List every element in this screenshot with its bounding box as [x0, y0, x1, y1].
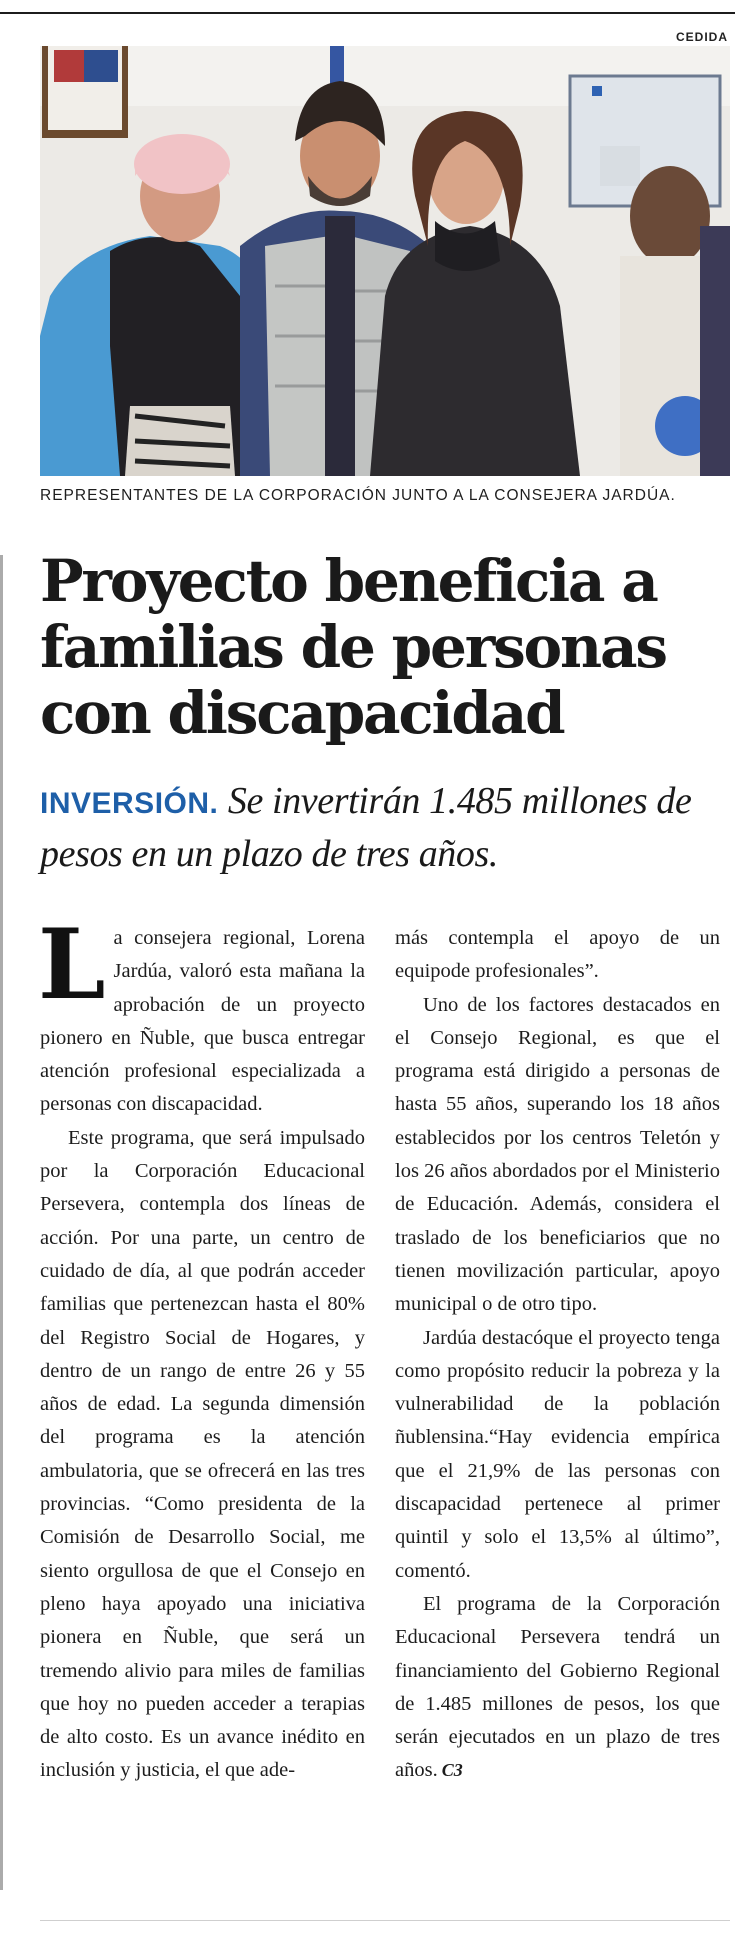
- body-paragraph: La consejera regional, Lorena Jardúa, valoró esta mañana la aprobación de un proyecto pionero en Ñuble, que busca entregar atención profesional especializada a personas con discapacidad.: [38, 908, 365, 1116]
- body-paragraph: Jardúa destacóque el proyecto tenga como propósito reducir la pobreza y la vulnerabilidad de la población ñublensina.“Hay evidencia empírica que el 21,9% de las personas con discapacidad pertenece al primer quintil y solo el 13,5% al último”, comentó.: [395, 1326, 720, 1582]
- body-paragraph: Uno de los factores destacados en el Consejo Regional, es que el programa está dirigido a personas de hasta 55 años, superando los 18 años establecidos por los centros Teletón y los 26 años abordados por el Ministerio de Educación. Además, considera el traslado de los beneficiarios que no tienen movilización particular, apoyo municipal o de otro tipo.: [395, 993, 720, 1316]
- bottom-rule: [40, 1920, 730, 1921]
- deck-kicker: INVERSIÓN.: [40, 787, 219, 820]
- body-column-right: [395, 922, 720, 1788]
- deck: [40, 776, 730, 879]
- top-rule: [0, 12, 735, 14]
- dropcap: L: [38, 908, 106, 1021]
- body-paragraph: más contempla el apoyo de un equipode profesionales”.: [395, 927, 720, 983]
- headline: Proyecto beneficia a familias de personas con discapacidad: [40, 547, 666, 747]
- deck-text: Se invertirán 1.485 millones de pesos en un plazo de tres años.: [40, 780, 692, 875]
- body-column-left: [38, 908, 365, 1788]
- body-paragraph: Este programa, que será impulsado por la Corporación Educacional Persevera, contempla dos líneas de acción. Por una parte, un centro de cuidado de día, al que podrán acceder familias que pertenezcan hasta el 80% del Registro Social de Hogares, y dentro de un rango de entre 26 y 55 años de edad. La segunda dimensión del programa es la atención ambulatoria, que se ofrecerá en las tres provincias. “Como presidenta de la Comisión de Desarrollo Social, me siento orgullosa de que el Consejo en pleno haya apoyado una iniciativa pionera en Ñuble, que será un tremendo alivio para miles de familias que hoy no pueden acceder a terapias de alto costo. Es un avance inédito en inclusión y justicia, el que ade-: [40, 1126, 365, 1782]
- photo-credit: CEDIDA: [675, 30, 728, 44]
- end-mark: C3: [441, 1760, 463, 1781]
- body-paragraph: El programa de la Corporación Educacional Persevera tendrá un financiamiento del Gobierno Regional de 1.485 millones de pesos, los que serán ejecutados en un plazo de tres años. C3: [395, 1592, 720, 1782]
- left-margin-rule: [0, 555, 3, 1890]
- photo-caption: REPRESENTANTES DE LA CORPORACIÓN JUNTO A LA CONSEJERA JARDÚA.: [40, 487, 676, 504]
- article-photo: [40, 46, 730, 476]
